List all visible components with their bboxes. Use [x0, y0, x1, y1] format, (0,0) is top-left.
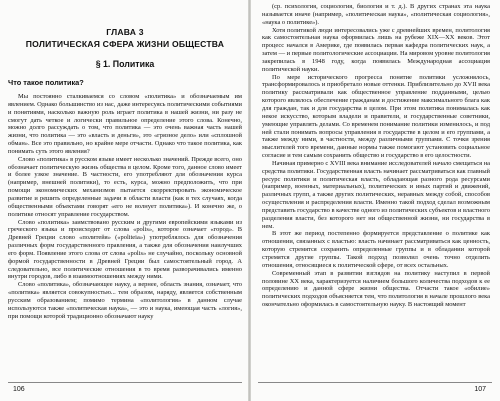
section-title: § 1. Политика: [95, 59, 155, 69]
paragraph: В этот же период постепенно формируется представление о политике как отношении, связанных с властью: власть начинает рассматриваться как ценность, которую стремятся сохранить определенные группы и в обладании которой стремятся другие группы. Такой подход позволил очень точно отделить отношения, относящиеся к политической сфере, от всех остальных.: [262, 230, 490, 269]
page-number-left: 106: [13, 386, 25, 393]
paragraph: Начиная примерно с XVIII века внимание исследователей начало смещаться на средства политики. Государственная власть начинает рассматриваться как главный ресурс политики и политическая власть, обладающая разного рода ресурсами (например, военных, материальных), политических и иных партий и движений, различных групп, а также других политических, неравных между собой, способов осуществления и распределения власти. Именно такой подход сделал возможным представить государство в качестве одного из политических субъектов и властного разделения власти, без которого нет ни общественной жизни, ни государства в нем.: [262, 159, 490, 230]
book-spine: [248, 0, 251, 401]
footer-rule: [258, 382, 492, 383]
paragraph: Хотя политикой люди интересовались уже с древнейших времен, политология как самостоятельная наука оформилась лишь на рубеже XIX—XX веков. Этот процесс начался в Америке, где появилась первая кафедра политических наук, а затем — и первые политологические ассоциации. На мировом уровне политология закрепилась в 1948 году, когда появилась Международная ассоциация политической науки.: [262, 26, 490, 73]
chapter-label: ГЛАВА 3: [106, 27, 144, 37]
left-page-content: [8, 27, 242, 379]
paragraph: Слово «политика», обозначающее науку, а вернее, область знания, означает, что «политика» является совокупностью... тем образом, наряду, является собственным русским образованием; помимо термина «политология» в данном случае используются также «политическая наука», — это и наука, имеющая часть «логия», при помощи которой традиционно обозначают науку: [8, 281, 242, 320]
right-page: [250, 0, 500, 401]
paragraph: Слово «политика» в русском языке имеет несколько значений. Прежде всего, оно обозначает политическую жизнь общества в целом. Кроме того, данное слово имеет и более узкое значение. В частности, его употребляют для обозначения курса (например, внешней политики), то есть, курса, можно предположить, что при помощи экономических механизмов пытается скорректировать экономическое развитие и решить определенные задачи в области власти (как в тех случаях, когда общественными объектами говорят «его не волнует политика»). И конечно же, о политике относят управление государством.: [8, 155, 242, 218]
page-number-right: 107: [474, 386, 486, 393]
chapter-title: ПОЛИТИЧЕСКАЯ СФЕРА ЖИЗНИ ОБЩЕСТВА: [25, 39, 225, 49]
right-page-content: [262, 3, 490, 379]
paragraph: (ср. психология, социология, биология и т. д.). В других странах эта наука называется иначе (например, «политическая наука», «политическая социология», «наука о политике»).: [262, 3, 490, 26]
paragraph: По мере исторического прогресса понятие политики усложнялось, трансформировалось и приобретало новые оттенки. Приблизительно до XVII века политику рассматривали как общественное управление подданными, целью которого являлось обеспечение гражданам и достижение максимального блага как для граждан, так и для государства в целом. При этом политика понималась как некое искусство, которым владели и правители, и государственные советники, умеющие управлять делами. Со временем понимание политики изменилось, и под ней стали понимать вопросы управления в государстве в целом и его группами, а также между ними, в частности, между различными группами. С точки зрения мыслителей того времени, данные нормы также помогают установить социальное согласие и тем самым сохранить общество и государство в его целостности.: [262, 73, 490, 160]
paragraph: Слово «политика» заимствовано русским и другими европейскими языками из греческого языка и происходит от слова «polis», которое означает «город». В Древней Греции слово «политейя» («politeia») употреблялось для обозначения различных форм государственного правления, а также для обозначения наилучших его форм. Появление этого слова от слова «polis» не случайно, поскольку основной формой государственности в Древней Греции был самостоятельный город. А следовательно, все политические отношения в то время разворачивались именно внутри городов, либо в взаимоотношениях между ними.: [8, 218, 242, 281]
paragraph: Современный этап в развитии взглядов на политику наступил в первой половине XX века, характеризуется наличием большого количества подходов к ее определению и данной сфере жизни общества. Отчасти такое «обилие» политических подходов объясняется тем, что политология в начале прошлого века окончательно оформилась в самостоятельную науку. В настоящий момент: [262, 269, 490, 309]
subheading: Что такое политика?: [8, 78, 84, 87]
paragraph: Мы постоянно сталкиваемся со словом «политика» и обозначаемым им явлением. Однако большинство из нас, даже интересуясь политическими событиями и понятиями, насколько важную роль играет политика в нашей жизни, ни разу не смогут дать четкое и логически правильное определение этого слова. Конечно, можно долго рассуждать о том, что политика — это очень важная часть нашей жизни, что политика — это «власть и деньги», это «грязное дело» или «сплошной обман». Все это правильно, но крайне мере отчасти. Однако что такое политика, как понимать суть этого явления?: [8, 93, 242, 155]
footer-rule: [8, 382, 242, 383]
